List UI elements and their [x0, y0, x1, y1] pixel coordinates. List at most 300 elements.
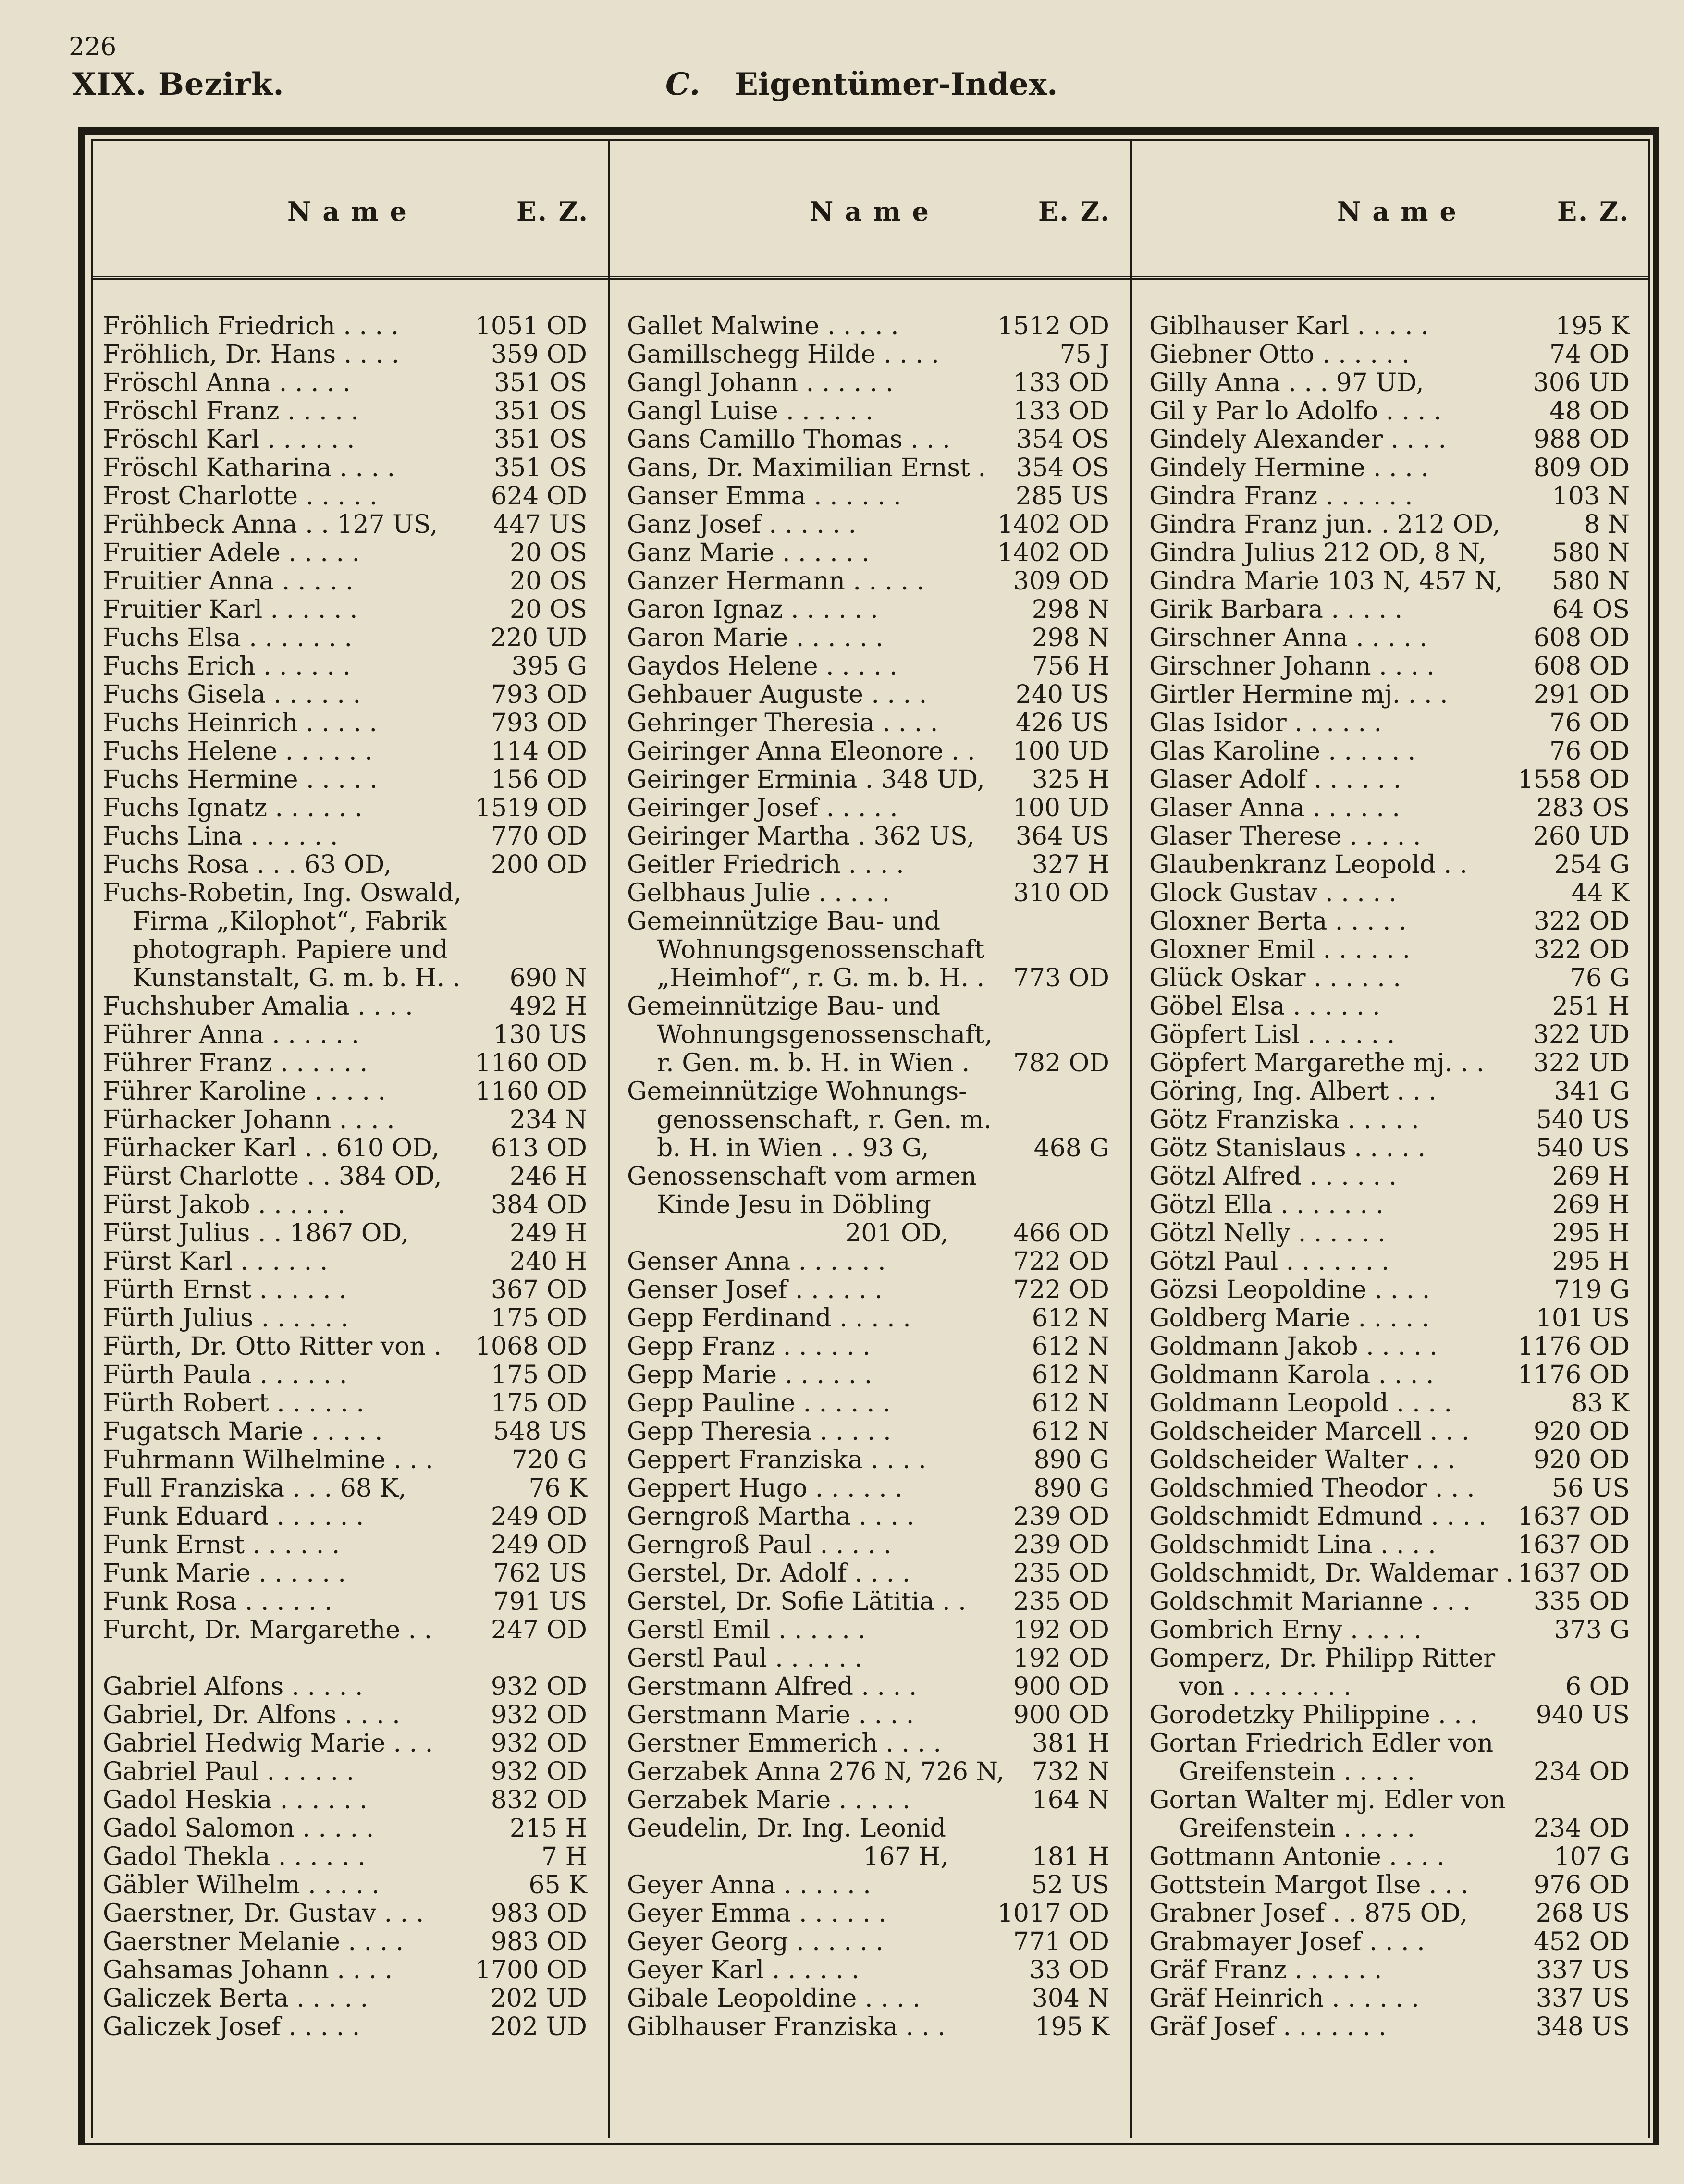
ez-number: 624 OD [491, 482, 587, 511]
index-entry [1149, 567, 1630, 596]
ez-number: 1402 OD [997, 510, 1109, 539]
owner-name: Gerstmann Alfred . . . . [627, 1673, 917, 1701]
district-heading: XIX. Bezirk. [72, 66, 284, 102]
owner-name: Gräf Heinrich . . . . . . [1149, 1985, 1419, 2013]
index-entry [1149, 312, 1630, 341]
ez-number: 771 OD [1013, 1927, 1109, 1956]
ez-number: 269 H [1552, 1162, 1630, 1191]
header-rule [91, 276, 1650, 280]
index-entry [103, 993, 587, 1021]
ez-number: 283 OS [1536, 794, 1630, 822]
ez-number: 932 OD [491, 1757, 587, 1786]
index-entry [1149, 1843, 1630, 1871]
owner-name: Geyer Emma . . . . . . [627, 1900, 886, 1928]
ez-number: 246 H [509, 1162, 587, 1191]
ez-number: 756 H [1032, 652, 1109, 681]
owner-name: Girtler Hermine mj. . . . [1149, 681, 1448, 709]
index-entry [1149, 908, 1630, 936]
owner-name: Fuchs Ignatz . . . . . . [103, 794, 363, 822]
owner-name: Genser Anna . . . . . . [627, 1248, 886, 1276]
owner-name: Gil y Par lo Adolfo . . . . [1149, 397, 1442, 426]
index-entry [627, 766, 1109, 794]
index-entry [103, 652, 587, 681]
owner-name: Gadol Thekla . . . . . . [103, 1843, 366, 1871]
index-entry [1149, 1333, 1630, 1361]
index-entry [627, 1815, 1109, 1871]
ez-number: 367 OD [491, 1276, 587, 1304]
ez-number: 239 OD [1013, 1531, 1109, 1559]
owner-name: Goldscheider Walter . . . [1149, 1446, 1456, 1474]
ez-number: 791 US [493, 1587, 587, 1616]
owner-name: Gabriel Paul . . . . . . [103, 1758, 355, 1786]
index-entry [627, 1730, 1109, 1758]
ez-number: 74 OD [1549, 340, 1630, 369]
ez-number: 354 OS [1016, 425, 1109, 454]
ez-number: 234 OD [1533, 1814, 1630, 1843]
ez-number: 832 OD [491, 1786, 587, 1815]
column-header-name: Name [287, 196, 418, 227]
owner-name: Gerstel, Dr. Sofie Lätitia . . [627, 1588, 966, 1616]
ez-number: 809 OD [1533, 454, 1630, 482]
index-entry [627, 1163, 1109, 1248]
ez-number: 337 US [1536, 1956, 1630, 1985]
owner-name: Funk Eduard . . . . . . [103, 1503, 364, 1531]
index-entry [103, 1049, 587, 1078]
owner-name: Gerngroß Paul . . . . . [627, 1531, 892, 1559]
index-entry [103, 312, 587, 341]
owner-name: Goldschmit Marianne . . . [1149, 1588, 1471, 1616]
ez-number: 130 US [493, 1020, 587, 1049]
owner-name: Gottstein Margot Ilse . . . [1149, 1871, 1469, 1900]
owner-name: Gindely Alexander . . . . [1149, 426, 1447, 454]
index-entry [103, 1418, 587, 1446]
owner-name: Frühbeck Anna . . 127 US, [103, 511, 438, 539]
owner-name: Gözsi Leopoldine . . . . [1149, 1276, 1430, 1304]
owner-name: Gäbler Wilhelm . . . . . [103, 1871, 380, 1900]
owner-name: Götzl Nelly . . . . . . [1149, 1219, 1386, 1248]
index-entry [1149, 454, 1630, 482]
ez-number: 76 G [1570, 964, 1630, 993]
index-entry [627, 1248, 1109, 1276]
ez-number: 56 US [1551, 1474, 1630, 1503]
owner-name-continuation: Wohnungsgenossenschaft [657, 936, 985, 964]
owner-name: Gerstel, Dr. Adolf . . . . [627, 1559, 910, 1588]
section-heading [665, 66, 1057, 102]
ez-number: 1700 OD [475, 1956, 587, 1985]
ez-number: 234 N [509, 1105, 587, 1134]
index-entry [103, 1361, 587, 1389]
owner-name: Genossenschaft vom armen [627, 1163, 977, 1191]
index-entry [1149, 624, 1630, 652]
owner-name: Fuchs Hermine . . . . . [103, 766, 378, 794]
owner-name: Gaerstner Melanie . . . . [103, 1928, 404, 1956]
ez-number: 295 H [1552, 1219, 1630, 1248]
index-entry [1149, 766, 1630, 794]
index-entry [1149, 1985, 1630, 2013]
ez-number: 351 OS [493, 368, 587, 397]
index-entry [103, 1389, 587, 1418]
index-entry [1149, 1644, 1630, 1701]
ez-number: 298 N [1032, 595, 1109, 624]
index-entry [1149, 1078, 1630, 1106]
ez-number: 722 OD [1013, 1247, 1109, 1276]
column-header-name: Name [1337, 196, 1468, 227]
index-entry [1149, 1418, 1630, 1446]
ez-number: 164 N [1032, 1786, 1109, 1815]
index-entry [1149, 369, 1630, 397]
index-entry [627, 908, 1109, 993]
index-entry [627, 737, 1109, 766]
index-entry [1149, 1361, 1630, 1389]
owner-name: Gabriel, Dr. Alfons . . . . [103, 1701, 400, 1730]
index-entry [627, 1418, 1109, 1446]
owner-name: Führer Karoline . . . . . [103, 1078, 386, 1106]
index-entry [627, 1956, 1109, 1985]
owner-name: Göring, Ing. Albert . . . [1149, 1078, 1437, 1106]
index-entry [103, 341, 587, 369]
ez-number: 932 OD [491, 1701, 587, 1730]
owner-name: Fuchshuber Amalia . . . . [103, 993, 413, 1021]
ez-number: 720 G [511, 1446, 587, 1474]
owner-name: Gombrich Erny . . . . . [1149, 1616, 1422, 1644]
column-divider-1 [608, 139, 610, 2138]
ez-number: 580 N [1552, 567, 1630, 596]
owner-name: Fruitier Karl . . . . . . [103, 596, 358, 624]
owner-name: Glaser Therese . . . . . [1149, 822, 1421, 851]
ez-number: 1068 OD [475, 1332, 587, 1361]
owner-name: Geiringer Anna Eleonore . . [627, 737, 975, 766]
ez-number: 76 K [529, 1474, 587, 1503]
column-header-name: Name [810, 196, 940, 227]
index-entry [627, 1985, 1109, 2013]
ez-number: 309 OD [1013, 567, 1109, 596]
ez-number: 65 K [529, 1871, 587, 1900]
owner-name: Gerstmann Marie . . . . [627, 1701, 914, 1730]
owner-name-continuation: Greifenstein . . . . . [1179, 1758, 1415, 1786]
owner-name: Fröschl Anna . . . . . [103, 369, 351, 397]
ez-number: 181 H [1032, 1842, 1109, 1871]
ez-number: 381 H [1032, 1729, 1109, 1758]
index-entry [627, 1333, 1109, 1361]
owner-name: Gaerstner, Dr. Gustav . . . [103, 1900, 424, 1928]
letter-section-gap [103, 1644, 587, 1673]
ez-number: 249 OD [491, 1531, 587, 1559]
owner-name: Fuchs Gisela . . . . . . [103, 681, 361, 709]
ez-number: 920 OD [1533, 1417, 1630, 1446]
index-entry [103, 1503, 587, 1531]
index-entry [103, 1163, 587, 1191]
index-entry [1149, 1786, 1630, 1843]
owner-name: Fürst Jakob . . . . . . [103, 1191, 345, 1219]
ez-number: 359 OD [491, 340, 587, 369]
owner-name: Geppert Hugo . . . . . . [627, 1474, 903, 1503]
index-entry [1149, 1049, 1630, 1078]
owner-name: Gehringer Theresia . . . . [627, 709, 938, 737]
index-entry [1149, 1219, 1630, 1248]
owner-name: Gräf Franz . . . . . . [1149, 1956, 1382, 1985]
owner-name: Gadol Salomon . . . . . [103, 1815, 374, 1843]
ez-number: 268 US [1536, 1899, 1630, 1928]
index-entry [1149, 1701, 1630, 1730]
ez-number: 1558 OD [1517, 765, 1630, 794]
index-entry [1149, 539, 1630, 567]
index-entry [1149, 993, 1630, 1021]
index-entry [1149, 1559, 1630, 1588]
index-entry [627, 822, 1109, 851]
ez-number: 762 US [493, 1559, 587, 1588]
ez-number: 940 US [1536, 1701, 1630, 1730]
owner-name: Gelbhaus Julie . . . . . [627, 879, 890, 908]
ez-number: 354 OS [1016, 454, 1109, 482]
owner-name: Fuchs-Robetin, Ing. Oswald, [103, 879, 462, 908]
ez-number: 1176 OD [1517, 1332, 1630, 1361]
owner-name: Galiczek Josef . . . . . [103, 2013, 360, 2041]
owner-name: Fröschl Franz . . . . . [103, 397, 359, 426]
owner-name: Glaser Anna . . . . . . [1149, 794, 1400, 822]
owner-name: Goldmann Leopold . . . . [1149, 1389, 1452, 1418]
owner-name: Fürth Paula . . . . . . [103, 1361, 347, 1389]
index-entry [1149, 1191, 1630, 1219]
index-entry [1149, 397, 1630, 426]
ez-number: 107 G [1554, 1842, 1630, 1871]
owner-name: Gibale Leopoldine . . . . [627, 1985, 921, 2013]
owner-name: Glas Karoline . . . . . . [1149, 737, 1416, 766]
owner-name: Gepp Theresia . . . . . [627, 1418, 891, 1446]
index-entry [1149, 1956, 1630, 1985]
ez-number: 1402 OD [997, 539, 1109, 567]
ez-number: 285 US [1015, 482, 1109, 511]
owner-name: Goldmann Karola . . . . [1149, 1361, 1434, 1389]
owner-name: Grabner Josef . . 875 OD, [1149, 1900, 1468, 1928]
index-entry [627, 1503, 1109, 1531]
owner-name: Gerstl Paul . . . . . . [627, 1644, 863, 1673]
owner-name: Girschner Anna . . . . . [1149, 624, 1427, 652]
owner-name: Gerstl Emil . . . . . . [627, 1616, 866, 1644]
index-entry [1149, 709, 1630, 737]
owner-name: Goldmann Jakob . . . . . [1149, 1333, 1438, 1361]
owner-name-continuation: genossenschaft, r. Gen. m. [657, 1106, 992, 1134]
index-entry [627, 709, 1109, 737]
index-entry [627, 1078, 1109, 1163]
ez-number: 200 OD [491, 850, 587, 879]
ez-number: 254 G [1554, 850, 1630, 879]
owner-name: Fürth, Dr. Otto Ritter von . [103, 1333, 442, 1361]
index-entry [103, 1985, 587, 2013]
owner-name: Gabriel Hedwig Marie . . . [103, 1730, 433, 1758]
ez-number: 325 H [1032, 765, 1109, 794]
owner-name: Gortan Friedrich Edler von [1149, 1730, 1494, 1758]
index-entry [627, 993, 1109, 1078]
ez-number: 426 US [1015, 709, 1109, 737]
ez-number: 351 OS [493, 397, 587, 426]
index-entry [627, 1559, 1109, 1588]
ez-number: 337 US [1536, 1984, 1630, 2013]
owner-name: Göpfert Margarethe mj. . . [1149, 1049, 1485, 1078]
owner-name: Fuchs Heinrich . . . . . [103, 709, 378, 737]
owner-name: Geiringer Martha . 362 US, [627, 822, 975, 851]
index-entry [103, 482, 587, 511]
index-entry [1149, 1304, 1630, 1333]
owner-name: Full Franziska . . . 68 K, [103, 1474, 406, 1503]
index-entry [1149, 1021, 1630, 1049]
section-title: Eigentümer-Index. [735, 66, 1058, 102]
owner-name: Garon Marie . . . . . . [627, 624, 884, 652]
owner-name: Fürth Ernst . . . . . . [103, 1276, 347, 1304]
index-entry [103, 681, 587, 709]
index-entry [103, 709, 587, 737]
owner-name: Fröschl Katharina . . . . [103, 454, 395, 482]
index-entry [627, 1616, 1109, 1644]
owner-name: Fugatsch Marie . . . . . [103, 1418, 383, 1446]
index-entry [103, 1219, 587, 1248]
ez-number: 612 N [1032, 1304, 1109, 1333]
owner-name: Götz Franziska . . . . . [1149, 1106, 1419, 1134]
index-entry [103, 1786, 587, 1815]
index-entry [1149, 737, 1630, 766]
ez-number: 20 OS [510, 567, 587, 596]
index-entry [1149, 1900, 1630, 1928]
owner-name: Goldschmidt Edmund . . . . [1149, 1503, 1487, 1531]
ez-number: 100 UD [1012, 737, 1109, 766]
index-entry [103, 1673, 587, 1701]
index-entry [627, 652, 1109, 681]
ez-number: 175 OD [491, 1361, 587, 1389]
ez-number: 335 OD [1533, 1587, 1630, 1616]
owner-name: Geiringer Erminia . 348 UD, [627, 766, 985, 794]
owner-name-continuation: b. H. in Wien . . 93 G, [657, 1134, 929, 1163]
ez-number: 240 H [509, 1247, 587, 1276]
ez-number: 447 US [493, 510, 587, 539]
ez-number: 291 OD [1533, 680, 1630, 709]
ez-number: 1637 OD [1517, 1531, 1630, 1559]
owner-name: Fröhlich, Dr. Hans . . . . [103, 341, 400, 369]
index-entry [103, 1106, 587, 1134]
ez-number: 156 OD [491, 765, 587, 794]
owner-name: Gaydos Helene . . . . . [627, 652, 897, 681]
index-entry [1149, 1106, 1630, 1134]
ez-number: 234 OD [1533, 1757, 1630, 1786]
owner-name: Gadol Heskia . . . . . . [103, 1786, 368, 1815]
owner-name: Girik Barbara . . . . . [1149, 596, 1403, 624]
owner-name: Gepp Pauline . . . . . . [627, 1389, 891, 1418]
ez-number: 322 UD [1533, 1049, 1630, 1078]
ez-number: 215 H [509, 1814, 587, 1843]
ez-number: 770 OD [491, 822, 587, 851]
ez-number: 580 N [1552, 539, 1630, 567]
index-entry [103, 1758, 587, 1786]
ez-number: 195 K [1555, 312, 1630, 341]
owner-name: Gerzabek Anna 276 N, 726 N, [627, 1758, 1005, 1786]
owner-name: Fuchs Rosa . . . 63 OD, [103, 851, 392, 879]
index-entry [627, 1276, 1109, 1304]
owner-name: Galiczek Berta . . . . . [103, 1985, 369, 2013]
owner-name: Glaubenkranz Leopold . . [1149, 851, 1468, 879]
owner-name: Gräf Josef . . . . . . . [1149, 2013, 1387, 2041]
owner-name: Gorodetzky Philippine . . . [1149, 1701, 1478, 1730]
ez-number: 7 H [541, 1842, 587, 1871]
index-entry [627, 1361, 1109, 1389]
index-entry [103, 1304, 587, 1333]
ez-number: 192 OD [1013, 1644, 1109, 1673]
ez-number: 608 OD [1533, 652, 1630, 681]
owner-name: Göbel Elsa . . . . . . [1149, 993, 1380, 1021]
index-entry [103, 822, 587, 851]
ez-number: 983 OD [491, 1899, 587, 1928]
ez-number: 33 OD [1029, 1956, 1109, 1985]
index-entry [627, 1758, 1109, 1786]
index-column-1 [103, 312, 587, 2041]
index-entry [1149, 1871, 1630, 1900]
index-entry [103, 1446, 587, 1474]
index-entry [627, 1389, 1109, 1418]
index-entry [103, 1588, 587, 1616]
index-entry [1149, 851, 1630, 879]
index-entry [627, 624, 1109, 652]
owner-name: Gindra Julius 212 OD, 8 N, [1149, 539, 1487, 567]
owner-name: Gerstner Emmerich . . . . [627, 1730, 942, 1758]
owner-name: Gans, Dr. Maximilian Ernst . [627, 454, 986, 482]
index-entry [1149, 1730, 1630, 1786]
ez-number: 540 US [1536, 1134, 1630, 1163]
owner-name-continuation: von . . . . . . . . [1179, 1673, 1352, 1701]
index-entry [1149, 879, 1630, 908]
owner-name: Geudelin, Dr. Ing. Leonid [627, 1815, 946, 1843]
ez-number: 612 N [1032, 1389, 1109, 1418]
owner-name: Funk Rosa . . . . . . [103, 1588, 332, 1616]
owner-name: Gangl Johann . . . . . . [627, 369, 894, 397]
owner-name: Gamillschegg Hilde . . . . [627, 341, 939, 369]
ez-number: 1637 OD [1517, 1502, 1630, 1531]
ez-number: 395 G [511, 652, 587, 681]
owner-name-continuation: Firma „Kilophot“, Fabrik [133, 908, 447, 936]
ez-number: 773 OD [1013, 964, 1109, 993]
owner-name: Führer Franz . . . . . . [103, 1049, 368, 1078]
ez-number: 306 UD [1533, 368, 1630, 397]
index-entry [1149, 822, 1630, 851]
index-entry [103, 454, 587, 482]
ez-number: 341 G [1554, 1077, 1630, 1106]
owner-name: Goldschmidt Lina . . . . [1149, 1531, 1436, 1559]
index-entry [1149, 794, 1630, 822]
ez-number: 540 US [1536, 1105, 1630, 1134]
owner-name: Gemeinnützige Wohnungs- [627, 1078, 967, 1106]
ez-number: 690 N [509, 964, 587, 993]
index-entry [627, 794, 1109, 822]
ez-number: 64 OS [1552, 595, 1630, 624]
owner-name: Fuhrmann Wilhelmine . . . [103, 1446, 433, 1474]
index-entry [627, 312, 1109, 341]
ez-number: 8 N [1584, 510, 1630, 539]
ez-number: 452 OD [1533, 1927, 1630, 1956]
index-entry [1149, 1588, 1630, 1616]
ez-number: 202 UD [490, 1984, 587, 2013]
ez-number: 384 OD [491, 1190, 587, 1219]
ez-number: 608 OD [1533, 624, 1630, 652]
index-entry [627, 1928, 1109, 1956]
owner-name-continuation: Kinde Jesu in Döbling [657, 1191, 931, 1219]
index-entry [627, 1531, 1109, 1559]
owner-name: Girschner Johann . . . . [1149, 652, 1435, 681]
index-entry [103, 596, 587, 624]
index-entry [1149, 426, 1630, 454]
ez-number: 351 OS [493, 425, 587, 454]
ez-number: 310 OD [1013, 879, 1109, 908]
index-entry [103, 567, 587, 596]
ez-number: 732 N [1032, 1757, 1109, 1786]
ez-number: 920 OD [1533, 1446, 1630, 1474]
index-entry [627, 1446, 1109, 1474]
ez-number: 6 OD [1565, 1672, 1630, 1701]
